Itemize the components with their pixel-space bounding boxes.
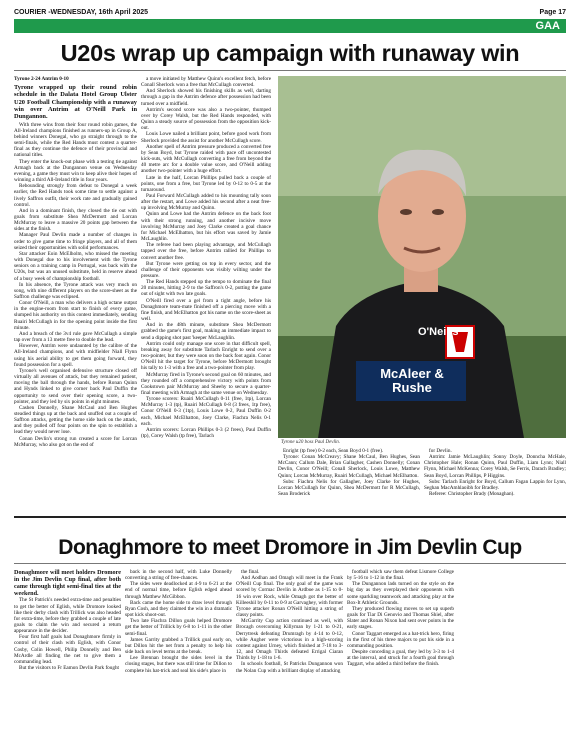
- paragraph: Tyrone's well organised defensive structure closed off virtually all avenues of attack, but they remained patient, moving the ball through the hands, before Ronan Quinn and Hynds linked to give corner back Paul Duffin the opportunity to send over their opening score, a two-pointer, and they led by six points in eight minutes.: [14, 367, 137, 405]
- paragraph: Quinn and Lowe had the Antrim defence on the back foot with their strong running, and another incisive move involving McMurray and Joey Clarke created a goal chance for Michael McElhatton, but his effort was saved by Jamie McLaughlin.: [141, 211, 271, 243]
- story2-column-3: [236, 569, 343, 729]
- section-label: GAA: [535, 20, 560, 32]
- paragraph: And Aodhan and Omagh will meet in the Frank O'Neill Cup final. The only goal of the game was scored by Cormac Devlin in Ardboe as 1-15 to 0-16 win over Rock, while Omagh got the better of Killeeshil by 0-11 to 0-9 at Garvaghey, with former Tyrone attacker Ronan O'Neill hitting a string of classy points.: [236, 575, 343, 619]
- story2-column-2: [125, 569, 232, 729]
- paragraph: O'Neill fired over a gel from a tight angle, before his Donaghmore team-mate finished off a piercing move with a fine finish, and McElhatton got his name on the score-sheet as well.: [141, 297, 271, 323]
- paragraph: Tyrone scorers: Ruairi McCullagh 0-11 (free, 1tp), Lorcan McMurray 1-3 (tp), Ruairi McCullagh 0-8 (3 frees, 1tp free), Conor O'Neill 0-3 (1tp), Louis Lowe 0-2, Paul Duffin 0-2 each, Michael McElhatton, Joey Clarke, Fiachra Nelis 0-1 each.: [141, 396, 271, 427]
- column-body: [14, 597, 121, 671]
- paragraph: Antrim's second score was also a two-pointer, thumped over by Corey Walsh, but the Red Hands responded, with Quinn a steady source of possession from the opposition kick-out.: [141, 106, 271, 132]
- paragraph: Cashen Donnelly, Shane McCaul and Ben Hughes steadied things up at the back and snuffed out a couple of Saffron attacks, getting the home side back on the attack, and they pulled off four points on the spin to establish a lead they would never lose.: [14, 404, 137, 436]
- story2-lede: Donaghmore will meet holders Dromore in the Jim Devlin Cup final, after both came through tight semi-final ties at the weekend.: [14, 569, 121, 598]
- story1-lede: Tyrone wrapped up their round robin schedule in the Dalata Hotel Group Ulster U20 Football Championship with a runaway win over Antrim at O'Neill Park in Dungannon.: [14, 84, 137, 121]
- story1-column-1: [14, 76, 137, 509]
- paragraph: a move initiated by Matthew Quinn's excellent fetch, before Conall Sherlock won a free that McCullagh converted.: [141, 76, 271, 89]
- paragraph: In his absence, the Tyrone attack was very much on song, with nine different players on the score-sheet as the Saffron challenge was eclipsed.: [14, 281, 137, 301]
- paragraph: Enright (tp free) 0-2 each, Sean Boyd 0-1 (free).: [283, 448, 384, 454]
- paragraph: Star attacker Eoin McElholm, who missed the meeting with Donegal due to his involvement with the Tyrone seniors on a training camp in Portugal, was back with the U20s, but was an unused substitute, held in reserve ahead of a busy week of championship football.: [14, 250, 137, 282]
- divider: [14, 70, 566, 71]
- paragraph: football which saw them defeat Lismore College by 5-16 to 1-12 in the final.: [347, 569, 454, 582]
- paragraph: The Dungannon lads turned on the style on the big day as they overplayed their opponents with some sparkling teamwork and attacking play at the Box-It Athletic Grounds.: [347, 581, 454, 606]
- paragraph: Antrim: Jamie McLaughlin; Sonny Doyle, Donncha McHale, Christopher Hale; Ronan Quinn, Paul Duffin, Liam Lynn; Niall Flynn, Michael McKenna; Corey Walsh, Se Ferris, Darach Bradley; Sean Boyd, Lorcan Phillips, P Higgins.: [424, 454, 566, 479]
- paragraph: Back came the home side to draw level through Ryan Cosh, and they claimed the win in a dramatic spot kick shoot-out.: [125, 599, 232, 619]
- column-body: [125, 569, 232, 674]
- story1-column-2: [141, 76, 271, 509]
- paragraph: back in the second half, with Luke Donnelly converting a string of free-chances.: [125, 569, 232, 582]
- paragraph: Conan Devlin's strong run created a score for Lorcan McMurray, who also got on the end of: [14, 435, 137, 448]
- paragraph: They enter the knock-out phase with a testing tie against Armagh back at the Dungannon venue on Wednesday evening, a game they must win to keep alive their hopes of winning a third All-Ireland title in four years.: [14, 158, 137, 184]
- story1-column-4: [424, 448, 566, 510]
- column-body: [278, 448, 420, 497]
- paragraph: Antrim could only manage one score in that difficult spell, breaking away for substitute Tarlach Enright to send over a two-pointer, but they were soon on the back foot again. Conor O'Neill hit the target for Tyrone, before McDermott brought his tally to 1-3 with a free and a two-pointer from play.: [141, 340, 271, 372]
- paragraph: Subs: Tarlach Enright for Boyd, Callum Fagan Lappin for Lynn, Seghan MacAmhlaoibh for Bradley.: [424, 478, 566, 491]
- paragraph: Conor Taggart emerged as a hat-trick hero, firing in the first of his three majors to put his side in a commanding position.: [347, 630, 454, 649]
- column-body: [236, 569, 343, 674]
- paragraph: The referee had been playing advantage, and McCullagh tapped over the free, before Antrim rallied for Phillips to convert another free.: [141, 242, 271, 261]
- paragraph: James Garrity grabbed a Trillick goal early on, but Dillon hit the net from a penalty to help his side back on level terms at the break.: [125, 636, 232, 656]
- paragraph: And in a dominant finish, they closed the tie out with goals from substitute Shea McDermott and Lorcan McMurray to leave a massive 20 points gap between the sides at the finish.: [14, 207, 137, 233]
- paragraph: Antrim scorers: Lorcan Phillips 0-3 (2 frees), Paul Duffin (tp), Corey Walsh (tp free), Tarlach: [141, 426, 271, 440]
- paragraph: Four first half goals had Donaghmore firmly in control of their clash with Eglish, with Conor Cosby, Colin Howell, Philip Donnelly and Ben McArdle all finding the net to give them a commanding lead.: [14, 634, 121, 665]
- paragraph: Another spell of Antrim pressure produced a converted free by Sean Boyd, but Tyrone raided with pace off uncontested kick-outs, with McCullagh converting a free from beyond the 40 metre arc for a double value score, and O'Neill adding another two-pointer with a huge effort.: [141, 143, 271, 175]
- story2-column-1: [14, 569, 121, 729]
- paragraph: And Sherlock showed his finishing skills as well, darting through a gap in the Antrim defence after possession had been turned over a midfield.: [141, 88, 271, 107]
- paragraph: Late in the half, Lorcan Phillips pulled back a couple of points, one from a free, but Tyrone led by 0-12 to 0-5 at the turnaround.: [141, 174, 271, 193]
- paragraph: They produced flowing moves to set up superb goals for Tiar Di Genovio and Thomas Shiel, after Slater and Ronan Nixon had sent over points in the early stages.: [347, 605, 454, 631]
- paragraph: But the visitors to Fr Eamon Devlin Park fought: [19, 665, 119, 672]
- column-body: [14, 122, 137, 448]
- paragraph: However, Antrim were undaunted by the calibre of the All-Ireland champions, and with midfielder Niall Flynn using his aerial ability to get them going forward, they found possession for a spell.: [14, 343, 137, 368]
- paragraph: The sides were deadlocked at 4-9 to 6-21 at the end of normal time, before Eglish edged ahead through Matthew McGibbon.: [125, 581, 232, 600]
- paragraph: the final.: [241, 569, 260, 575]
- paragraph: Rebounding strongly from defeat to Donegal a week earlier, the Red Hands took some time to settle against a lively Saffron outfit, their work rate and gradually gained control.: [14, 183, 137, 208]
- paragraph: Manager Paul Devlin made a number of changes in order to give game time to fringe players, and all of them seized their opportunities with solid performances.: [14, 232, 137, 251]
- paragraph: Conor O'Neill, a man who delivers a high octane output in the engine-room from start to finish of every game, slumped his authority on this contest immediately, sending Ruairi McCullagh in for the opening point inside the first minute.: [14, 300, 137, 331]
- divider: [14, 563, 566, 564]
- header-date: COURIER -WEDNESDAY, 16th April 2025: [14, 8, 149, 16]
- paragraph: for Devlin.: [429, 448, 452, 454]
- paragraph: In schools football, St Patricks Dungannon won the Nolan Cup with a brilliant display of attacking: [236, 661, 343, 674]
- column-body: [424, 448, 566, 497]
- paragraph: Paul Forward McCullagh added to his mounting tally soon after the restart, and Lowe added his second after a neat free-up involving McMurray and Quinn.: [141, 192, 271, 212]
- story1-column-3: [278, 448, 420, 510]
- paragraph: McMurray fired in Tyrone's second goal on 60 minutes, and they rounded off a comprehensive victory with points from Cookstown pair McMurray and Sheehy to secure a quarter-final meeting with Armagh at the same venue on Wednesday.: [141, 371, 271, 396]
- paragraph: With three wins from their four round robin games, the All-Ireland champions finished as runners-up in Group A, behind winners Donegal, who go straight through to the semi-finals, while the Red Hands must contest a quarter-final as they continue the defence of their provincial and national titles.: [14, 121, 137, 159]
- paragraph: Referee: Christopher Brady (Monaghan).: [429, 491, 515, 498]
- page-header: [14, 6, 566, 18]
- paragraph: Despite conceding a goal, they led by 3-3 to 1-4 at the interval, and struck for a fourth goal through Taggart, who added a third before the finish.: [347, 649, 454, 668]
- story1-headline: U20s wrap up campaign with runaway win: [60, 40, 520, 66]
- paragraph: The St Patrick's needed extra-time and penalties to get the better of Eglish, while Dromore looked like their derby clash with Trillick was also headed for extra-time, before they grabbed a couple of late goals to claim the win and secured a return appearance in the decider.: [14, 597, 121, 635]
- paragraph: Louis Lowe nailed a brilliant point, before good work from Sherlock provided the assist for another McCullagh score.: [141, 131, 271, 144]
- paragraph: Tyrone: Conan McCreavy; Shane McCaul, Ben Hughes, Sean McCann; Callum Dale, Brian Gallagher, Cashen Donnelly; Conan Devlin, Conor O'Neill; Conall Sherlock, Louis Lowe, Matthew Quinn; Lorcan McMurray, Ruairi McCullagh, Michael McElhatton.: [278, 454, 420, 479]
- page-number: Page 17: [539, 8, 566, 16]
- paragraph: And in the 48th minute, substitute Shea McDermott grabbed the game's first goal, making an immediate impact to send a dipping shot past 'keeper McLaughlin.: [141, 322, 271, 341]
- paragraph: McGarrity Cup action continued as well, with Brocagh overcoming Killyman by 1-21 to 0-21, Derrytresk defeating Drumragh by 4-14 to 0-12, while Augher were victorious in a high-scoring contest against Urney, which finished at 7-18 to 3-12, and Omagh Thirds defeated Errigal Ciaran Thirds by 1-18 to 1-6.: [236, 618, 343, 662]
- paragraph: The Red Hands stepped up the tempo to dominate the final 20 minutes, hitting 2-9 to the Saffron's 0-2, putting the game out of sight with two late goals.: [141, 279, 271, 298]
- column-body: [141, 76, 271, 439]
- sponsor-logo: McAleer & Rushe: [380, 366, 444, 395]
- story-divider: [14, 516, 566, 518]
- paragraph: Two late Fiachra Dillon goals helped Dromore get the better of Trillick by 6-8 to 1-11 in the other semi-final.: [125, 618, 232, 637]
- story2-column-5: [458, 569, 566, 729]
- score-line: Tyrone 2-24 Antrim 0-10: [14, 76, 69, 82]
- paragraph: Lee Brennan brought the sides level in the closing stages, but there was still time for Dillon to complete his hat-trick and seal his side's place in: [125, 655, 232, 674]
- manager-photo: [278, 76, 566, 438]
- story2-headline: Donaghmore to meet Dromore in Jim Devlin Cup: [58, 536, 522, 559]
- story2-column-4: [347, 569, 454, 729]
- paragraph: And a breach of the 3v4 rule gave McCullagh a simple tap over from a 13 metre free to double the lead.: [14, 330, 137, 344]
- section-bar: [14, 19, 566, 33]
- photo-caption: Tyrone u20 boss Paul Devlin.: [281, 440, 341, 445]
- paragraph: But Tyrone were getting on top in every sector, and the challenge of their opponents was visibly wilting under the pressure.: [141, 260, 271, 279]
- column-body: [347, 569, 454, 668]
- brand-logo: O'Neills: [418, 326, 459, 338]
- paragraph: Subs: Fiachra Nelis for Gallagher, Joey Clarke for Hughes, Lorcan McCullagh for Quinn, Shea McDermott for R McCullagh, Sean Broderick: [278, 478, 420, 498]
